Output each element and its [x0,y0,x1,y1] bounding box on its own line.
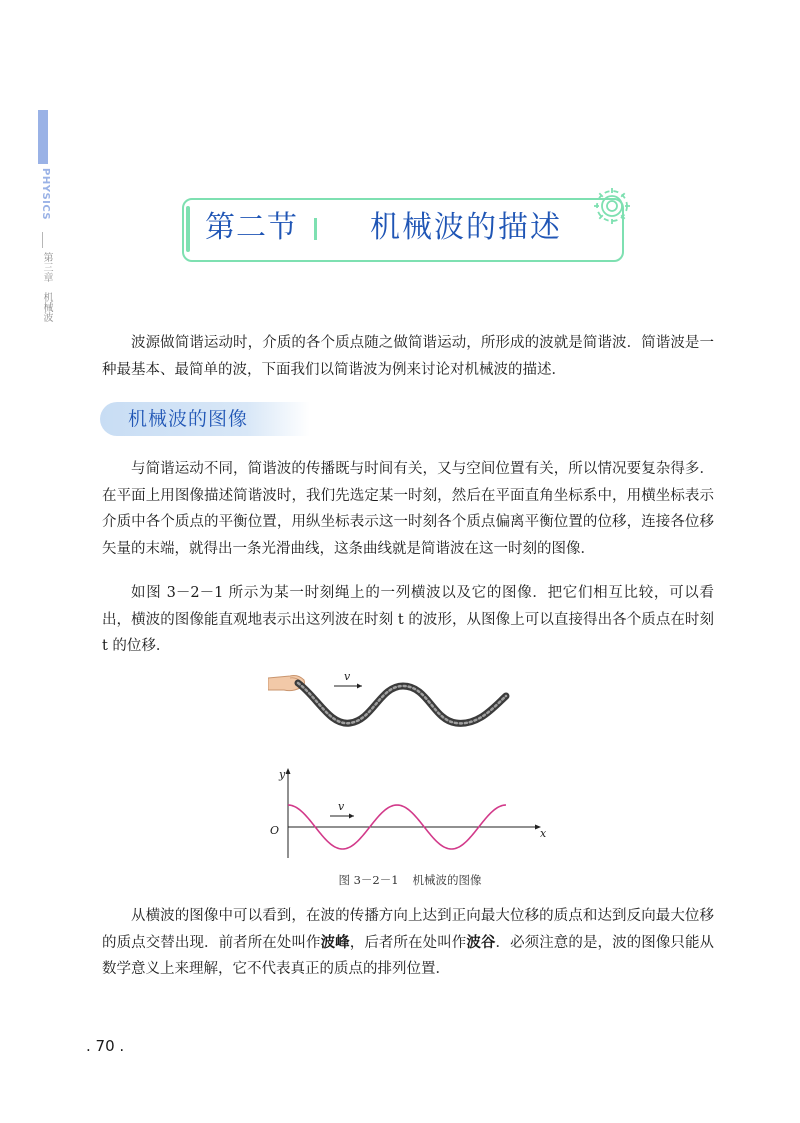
y-axis-label: y [279,768,286,781]
sidebar-divider [42,232,43,248]
title-accent-bar [186,206,190,252]
section-number: 第二节 [205,210,298,245]
gear-icon [588,182,636,230]
intro-paragraph: 波源做简谐运动时，介质的各个质点随之做简谐运动，所形成的波就是简谐波．简谐波是一种最基本、最简单的波，下面我们以简谐波为例来讨论对机械波的描述． [102,335,714,378]
body-paragraph-3 [102,903,714,983]
body-paragraph-2: 如图 3－2－1 所示为某一时刻绳上的一列横波以及它的图像．把它们相互比较，可以看出，横波的图像能直观地表示出这列波在时刻 t 的波形，从图像上可以直接得出各个质点在时刻 t 的位移． [102,585,714,654]
rope-wave-illustration [268,668,513,753]
figure-caption [300,872,520,888]
sidebar-subject-label: PHYSICS [40,168,51,221]
subheading: 机械波的图像 [128,408,249,430]
x-axis-label: x [540,827,547,840]
rope [298,683,506,723]
rope-velocity-label: v [344,670,351,683]
body3-part-a: 从横波的图像中可以看到，在波的传播方向上达到正向最大位移的质点和达到反向最大位移的质点交替出现．前者所在处叫作 [102,908,714,951]
section-title: 机械波的描述 [370,210,562,245]
body3-part-c: ．必须注意的是，波的图像只能从数学意义上来理解，它不代表真正的质点的排列位置． [102,934,715,977]
graph-velocity-label: v [338,800,345,813]
figure-caption-number: 图 3－2－1 [338,873,399,887]
body3-part-b: ，后者所在处叫作 [349,934,467,951]
figure-caption-text: 机械波的图像 [412,873,482,887]
term-crest: 波峰 [320,933,350,951]
wave-graph [262,762,562,862]
page-number: . 70 . [86,1037,125,1055]
sidebar-chapter [38,252,52,322]
y-axis-arrow [286,768,291,774]
term-trough: 波谷 [466,933,496,951]
sidebar-chapter-number: 第三章 [41,252,52,282]
body-paragraph-1: 与简谐运动不同，简谐波的传播既与时间有关，又与空间位置有关，所以情况要复杂得多．在平面上用图像描述简谐波时，我们先选定某一时刻，然后在平面直角坐标系中，用横坐标表示介质中各个质点的平衡位置，用纵坐标表示这一时刻各个质点偏离平衡位置的位移，连接各位移矢量的末端，就得出一条光滑曲线，这条曲线就是简谐波在这一时刻的图像． [102,461,714,557]
title-separator [314,218,317,240]
sidebar-chapter-title: 机械波 [41,292,52,322]
sidebar-color-bar [38,110,48,164]
origin-label: O [270,824,280,837]
